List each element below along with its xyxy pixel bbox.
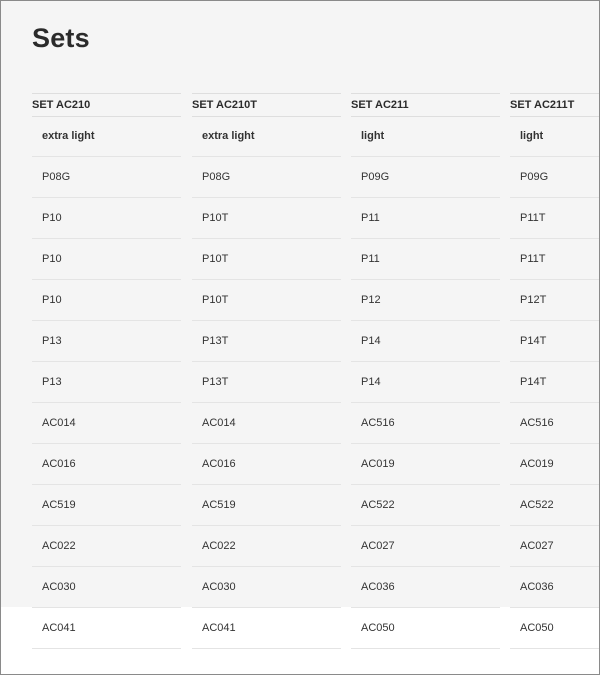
set-weight-label: extra light (32, 117, 181, 157)
set-column-ac210 (32, 93, 181, 649)
set-item: P14T (510, 321, 600, 362)
set-item: AC522 (351, 485, 500, 526)
set-item: AC036 (351, 567, 500, 608)
set-item: P10T (192, 239, 341, 280)
set-item: P11 (351, 239, 500, 280)
set-item: P10 (32, 198, 181, 239)
set-item: AC019 (510, 444, 600, 485)
set-item: P11T (510, 239, 600, 280)
set-header: SET AC210T (192, 93, 341, 117)
set-item-list (192, 117, 341, 649)
set-item: AC041 (192, 608, 341, 649)
set-item: P13T (192, 362, 341, 403)
set-item: AC016 (32, 444, 181, 485)
set-item-list (510, 117, 600, 649)
set-item: P14T (510, 362, 600, 403)
set-item: AC016 (192, 444, 341, 485)
set-item: AC027 (351, 526, 500, 567)
set-item: P14 (351, 321, 500, 362)
set-weight-label: extra light (192, 117, 341, 157)
set-weight-label: light (510, 117, 600, 157)
set-item: P13 (32, 321, 181, 362)
set-item-list (32, 117, 181, 649)
set-item: P12 (351, 280, 500, 321)
set-item: AC030 (32, 567, 181, 608)
set-item: AC027 (510, 526, 600, 567)
set-item: P14 (351, 362, 500, 403)
set-item: P13T (192, 321, 341, 362)
set-item: P10T (192, 198, 341, 239)
set-item: P09G (510, 157, 600, 198)
set-item: AC022 (192, 526, 341, 567)
set-header: SET AC210 (32, 93, 181, 117)
set-item: AC019 (351, 444, 500, 485)
page-title: Sets (32, 23, 90, 53)
set-item: AC022 (32, 526, 181, 567)
set-item: AC050 (510, 608, 600, 649)
set-item: AC516 (351, 403, 500, 444)
set-item: P10 (32, 280, 181, 321)
set-item-list (351, 117, 500, 649)
set-column-ac211 (351, 93, 500, 649)
set-item: P08G (192, 157, 341, 198)
set-header: SET AC211T (510, 93, 600, 117)
set-item: AC519 (32, 485, 181, 526)
set-item: P10T (192, 280, 341, 321)
set-item: AC050 (351, 608, 500, 649)
set-item: P10 (32, 239, 181, 280)
set-item: AC522 (510, 485, 600, 526)
set-weight-label: light (351, 117, 500, 157)
set-item: AC036 (510, 567, 600, 608)
set-item: P12T (510, 280, 600, 321)
set-item: P08G (32, 157, 181, 198)
set-column-ac210t (192, 93, 341, 649)
set-item: AC041 (32, 608, 181, 649)
set-column-ac211t (510, 93, 600, 649)
set-item: P09G (351, 157, 500, 198)
set-item: P13 (32, 362, 181, 403)
set-item: AC030 (192, 567, 341, 608)
set-item: P11 (351, 198, 500, 239)
set-item: AC519 (192, 485, 341, 526)
set-item: AC516 (510, 403, 600, 444)
set-item: P11T (510, 198, 600, 239)
set-item: AC014 (32, 403, 181, 444)
set-header: SET AC211 (351, 93, 500, 117)
set-item: AC014 (192, 403, 341, 444)
